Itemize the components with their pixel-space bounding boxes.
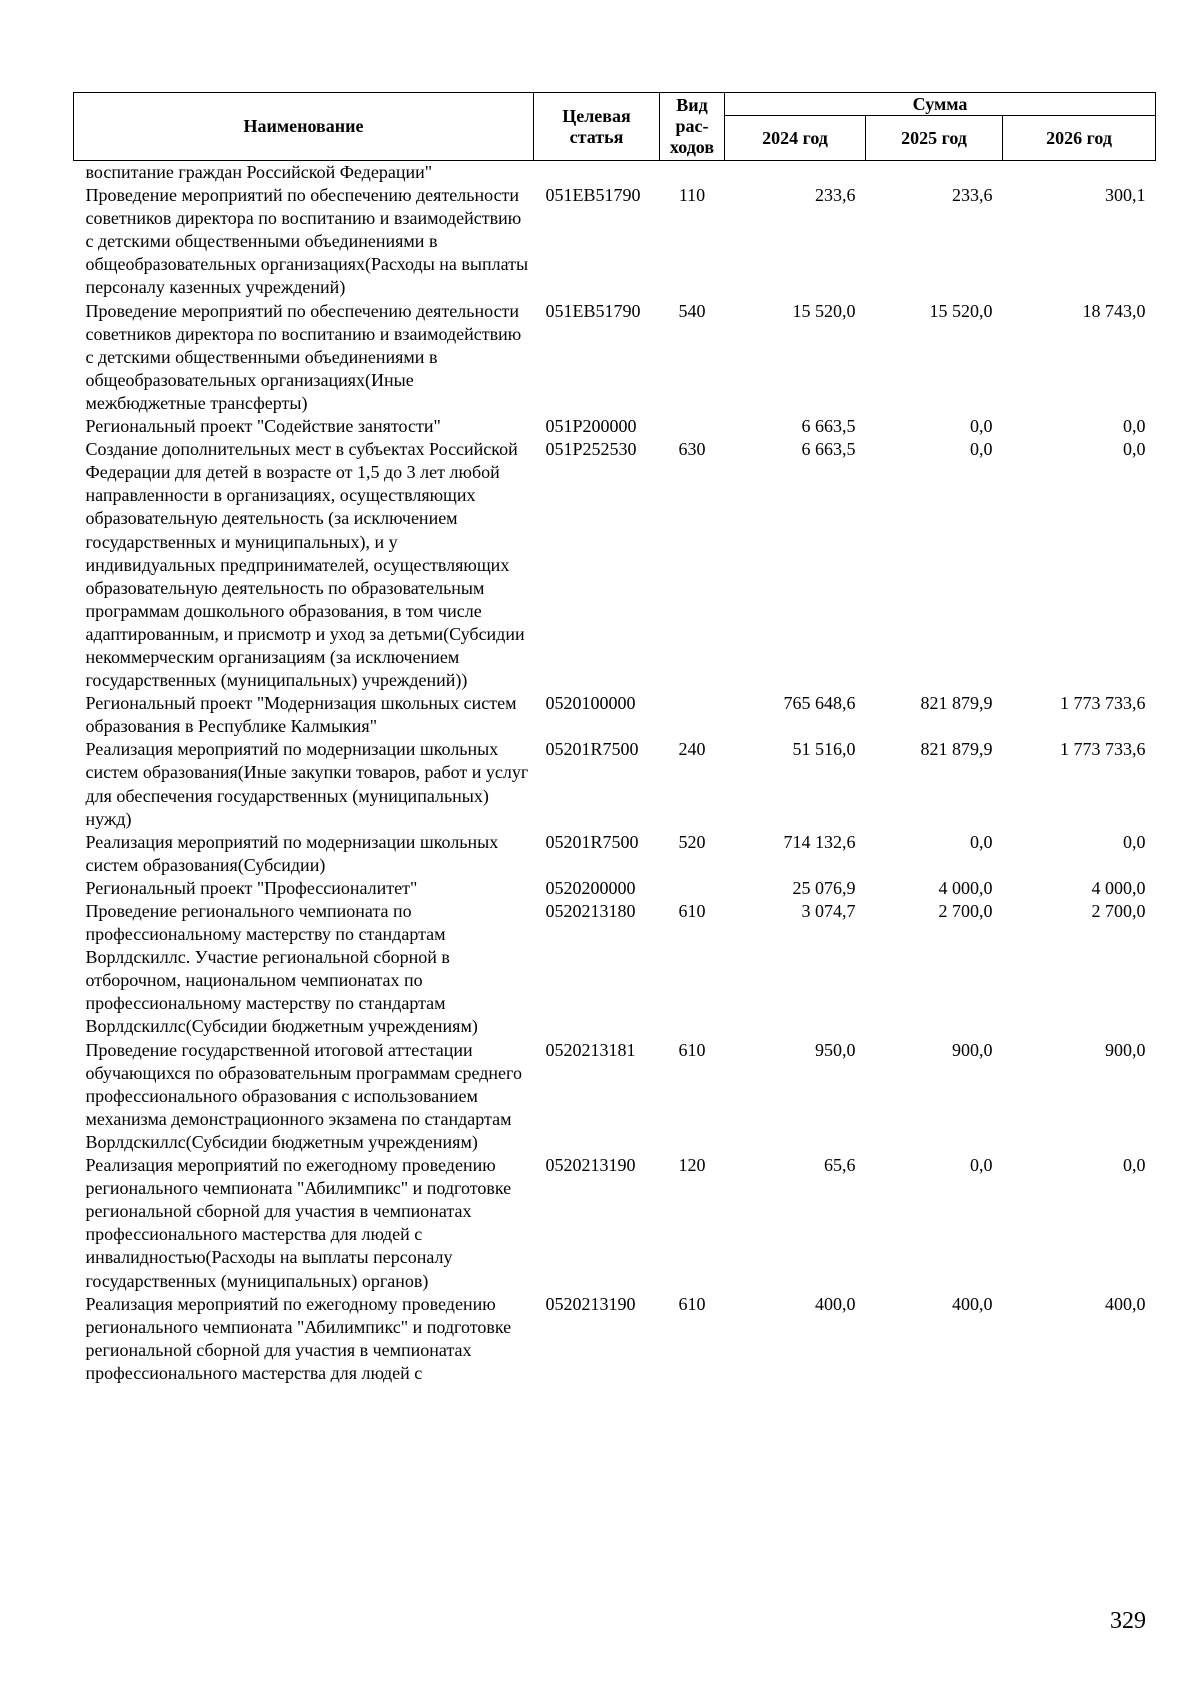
document-page: [73, 92, 1155, 1385]
cell-kind: 610: [678, 1293, 706, 1314]
cell-name: воспитание граждан Российской Федерации": [85, 162, 433, 182]
table-row: [74, 1154, 1156, 1293]
header-article: Целевая статья: [534, 93, 660, 161]
cell-kind: 540: [678, 300, 706, 321]
cell-article: 0520213180: [545, 901, 636, 921]
cell-kind: 610: [678, 1039, 706, 1060]
cell-kind: [660, 877, 725, 900]
header-2026: 2026 год: [1003, 116, 1156, 161]
cell-article: 0520200000: [545, 877, 636, 898]
header-2025: 2025 год: [866, 116, 1003, 161]
header-kind: Вид рас-ходов: [660, 93, 725, 161]
cell-2024: 51 516,0: [792, 739, 856, 760]
cell-article: 0520213190: [545, 1293, 636, 1314]
cell-2026: 0,0: [1123, 1155, 1146, 1176]
cell-2024: 765 648,6: [783, 693, 856, 714]
table-header: [74, 93, 1156, 161]
cell-2026: 18 743,0: [1082, 300, 1146, 321]
cell-article: 051EB51790: [545, 300, 641, 321]
cell-2026: 0,0: [1123, 416, 1146, 437]
cell-2024: 950,0: [815, 1039, 856, 1060]
cell-2026: 0,0: [1123, 831, 1146, 852]
cell-2026: 300,1: [1105, 185, 1146, 206]
header-2024: 2024 год: [725, 116, 866, 161]
cell-name: Реализация мероприятий по модернизации школьных систем образования(Иные закупки товаров, работ и услуг для обеспечения государственных (муниципальных) нужд): [85, 739, 529, 829]
table-row: [74, 1293, 1156, 1385]
table-row: [74, 900, 1156, 1039]
cell-2025: 821 879,9: [920, 693, 993, 714]
cell-name: Проведение регионального чемпионата по профессиональному мастерству по стандартам Ворлдскиллс. Участие региональной сборной в отборочном, национальном чемпионатах по профессиональному мастерству по стандартам Ворлдскиллс(Субсидии бюджетным учреждениям): [85, 901, 478, 1037]
cell-name: Создание дополнительных мест в субъектах Российской Федерации для детей в возрасте от 1,5 до 3 лет любой направленности в организациях, осуществляющих образовательную деятельность (за исключением государственных и муниципальных), и у индивидуальных предпринимателей, осуществляющих образовательную деятельность по образовательным программам дошкольного образования, в том числе адаптированным, и присмотр и уход за детьми(Субсидии некоммерческим организациям (за исключением государственных (муниципальных) учреждений)): [85, 439, 525, 691]
cell-2025: 400,0: [952, 1293, 993, 1314]
table-row: [74, 161, 1156, 185]
cell-article: [534, 161, 660, 185]
cell-kind: 610: [678, 901, 706, 921]
cell-kind: 520: [678, 831, 706, 852]
cell-2026: [1003, 161, 1156, 185]
cell-2024: 714 132,6: [783, 831, 856, 852]
header-name: Наименование: [74, 93, 534, 161]
cell-kind: [660, 692, 725, 738]
cell-2025: 15 520,0: [929, 300, 993, 321]
cell-2024: 25 076,9: [792, 877, 856, 898]
table-row: [74, 877, 1156, 900]
cell-name: Проведение государственной итоговой аттестации обучающихся по образовательным программам среднего профессионального образования с использованием механизма демонстрационного экзамена по стандартам Ворлдскиллс(Субсидии бюджетным учреждениям): [85, 1039, 522, 1152]
cell-2025: [866, 161, 1003, 185]
cell-kind: 240: [678, 739, 706, 760]
cell-2024: [725, 161, 866, 185]
cell-2025: 0,0: [970, 831, 993, 852]
table-row: [74, 738, 1156, 830]
cell-kind: [660, 161, 725, 185]
cell-2026: 4 000,0: [1091, 877, 1146, 898]
cell-2024: 3 074,7: [801, 901, 856, 921]
cell-name: Проведение мероприятий по обеспечению деятельности советников директора по воспитанию и взаимодействию с детскими общественными объединениями в общеобразовательных организациях(Иные межбюджетные трансферты): [85, 300, 522, 413]
cell-article: 0520213190: [545, 1155, 636, 1176]
cell-2025: 0,0: [970, 416, 993, 437]
cell-kind: 630: [678, 439, 706, 460]
cell-2025: 821 879,9: [920, 739, 993, 760]
cell-article: 05201R7500: [545, 739, 639, 760]
table-row: [74, 438, 1156, 692]
cell-2025: 2 700,0: [938, 901, 993, 921]
cell-2026: 0,0: [1123, 439, 1146, 460]
cell-kind: [660, 415, 725, 438]
cell-2025: 900,0: [952, 1039, 993, 1060]
table-row: [74, 692, 1156, 738]
cell-2025: 233,6: [952, 185, 993, 206]
cell-2025: 0,0: [970, 439, 993, 460]
cell-2026: 900,0: [1105, 1039, 1146, 1060]
cell-name: Региональный проект "Модернизация школьных систем образования в Республике Калмыкия": [85, 693, 517, 737]
cell-name: Проведение мероприятий по обеспечению деятельности советников директора по воспитанию и взаимодействию с детскими общественными объединениями в общеобразовательных организациях(Расходы на выплаты персоналу казенных учреждений): [85, 185, 529, 298]
cell-2025: 0,0: [970, 1155, 993, 1176]
table-row: [74, 300, 1156, 415]
cell-2024: 233,6: [815, 185, 856, 206]
table-row: [74, 1039, 1156, 1154]
cell-2026: 1 773 733,6: [1060, 693, 1146, 714]
cell-article: 05201R7500: [545, 831, 639, 852]
cell-name: Реализация мероприятий по ежегодному проведению регионального чемпионата "Абилимпикс" и подготовке региональной сборной для участия в чемпионатах профессионального мастерства для людей с: [85, 1293, 512, 1383]
budget-table: [73, 92, 1156, 1385]
cell-name: Региональный проект "Содействие занятости": [85, 416, 441, 437]
cell-2024: 6 663,5: [801, 439, 856, 460]
cell-2026: 1 773 733,6: [1060, 739, 1146, 760]
cell-article: 051P252530: [545, 439, 637, 460]
cell-2024: 65,6: [824, 1155, 856, 1176]
cell-2026: 2 700,0: [1091, 901, 1146, 921]
cell-article: 051EB51790: [545, 185, 641, 206]
header-sum: Сумма: [725, 93, 1156, 116]
table-row: [74, 184, 1156, 299]
cell-kind: 120: [678, 1155, 706, 1176]
cell-2026: 400,0: [1105, 1293, 1146, 1314]
cell-2024: 400,0: [815, 1293, 856, 1314]
table-row: [74, 831, 1156, 877]
cell-name: Региональный проект "Профессионалитет": [85, 877, 418, 898]
cell-article: 0520100000: [545, 693, 636, 714]
cell-2024: 15 520,0: [792, 300, 856, 321]
table-row: [74, 415, 1156, 438]
cell-kind: 110: [678, 185, 706, 206]
cell-name: Реализация мероприятий по модернизации школьных систем образования(Субсидии): [85, 831, 499, 875]
cell-2025: 4 000,0: [938, 877, 993, 898]
cell-name: Реализация мероприятий по ежегодному проведению регионального чемпионата "Абилимпикс" и подготовке региональной сборной для участия в чемпионатах профессионального мастерства для людей с инвалидностью(Расходы на выплаты персоналу государственных (муниципальных) органов): [85, 1155, 512, 1291]
cell-article: 0520213181: [545, 1039, 636, 1060]
cell-article: 051P200000: [545, 416, 637, 437]
page-number: 329: [1110, 1608, 1146, 1634]
table-body: [74, 161, 1156, 1385]
cell-2024: 6 663,5: [801, 416, 856, 437]
